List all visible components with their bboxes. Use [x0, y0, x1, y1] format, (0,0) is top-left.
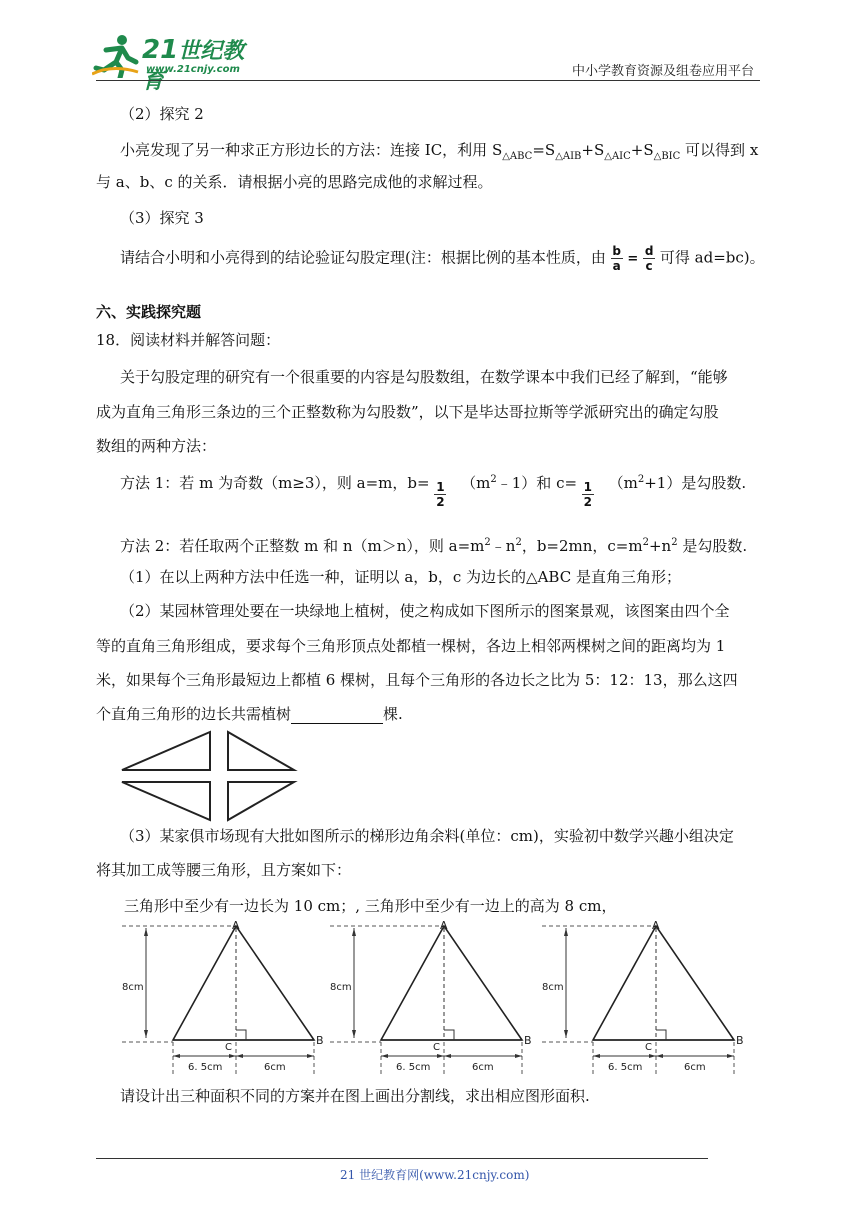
fraction-one-half-2: $\frac{1}{2}$ [583, 479, 592, 509]
answer-blank [291, 709, 383, 724]
q18-method1: 方法 1：若 m 为奇数（m≥3），则 a=m，b= $\frac{1}{2}$ $(m^2﹣1)$和 c= $\frac{1}{2}$ $(m^2+1)$是勾股数. [120, 474, 747, 509]
label-left-base-2: 6. 5cm [396, 1062, 431, 1073]
trapezoid-figure-1 [122, 919, 324, 1074]
label-right-base-1: 6cm [264, 1062, 286, 1073]
fraction-d-over-c: $\frac{d}{c}$ [644, 244, 654, 273]
label-height-1: 8cm [122, 982, 144, 993]
label-right-base-3: 6cm [684, 1062, 706, 1073]
q18-question2-line1: （2）某园林管理处要在一块绿地上植树，使之构成如下图所示的图案景观，该图案由四个全 [120, 602, 730, 620]
q18-question2-line2: 等的直角三角形组成，要求每个三角形顶点处都植一棵树，各边上相邻两棵树之间的距离均为 1 [96, 637, 726, 655]
trapezoid-figure-3 [542, 919, 744, 1074]
label-a-3: A [652, 919, 660, 932]
label-c-3: C [645, 1042, 652, 1053]
label-height-3: 8cm [542, 982, 564, 993]
label-a-1: A [232, 919, 240, 932]
label-height-2: 8cm [330, 982, 352, 993]
header-platform-text: 中小学教育资源及组卷应用平台 [572, 64, 755, 79]
label-left-base-1: 6. 5cm [188, 1062, 223, 1073]
label-right-base-2: 6cm [472, 1062, 494, 1073]
header-logo [92, 34, 262, 94]
logo-number: 21 [142, 35, 179, 65]
footer-divider [96, 1158, 708, 1159]
trapezoid-figures [118, 918, 750, 1078]
logo-url: www.21cnjy.com [146, 64, 240, 75]
runner-logo-icon [92, 34, 140, 78]
explore3-line: 请结合小明和小亮得到的结论验证勾股定理(注：根据比例的基本性质，由 $\frac{b}{a}$ = $\frac{d}{c}$ 可得 ad=bc)。 [120, 244, 765, 273]
q18-question3-line2: 将其加工成等腰三角形，且方案如下： [96, 861, 352, 879]
label-left-base-3: 6. 5cm [608, 1062, 643, 1073]
explore2-line1: 小亮发现了另一种求正方形边长的方法：连接 IC，利用 $S_{\triangle ABC}=S_{\triangle AIB}+S_{\triangle AIC}+S_{\triangle BIC}$ 可以得到 x [120, 141, 759, 162]
q18-intro: 18．阅读材料并解答问题： [96, 331, 281, 349]
triangle-top-right [228, 732, 294, 770]
label-c-1: C [225, 1042, 232, 1053]
trapezoid-figure-2 [330, 919, 532, 1074]
q18-para1-line1: 关于勾股定理的研究有一个很重要的内容是勾股数组，在数学课本中我们已经了解到，“能够 [120, 368, 728, 386]
q18-para1-line3: 数组的两种方法： [96, 437, 217, 455]
label-b-2: B [524, 1034, 532, 1047]
label-b-3: B [736, 1034, 744, 1047]
q18-question2-line3: 米，如果每个三角形最短边上都植 6 棵树，且每个三角形的各边长之比为 5：12：13，那么这四 [96, 671, 738, 689]
four-triangles-figure [118, 730, 298, 822]
q18-question2-line4: 个直角三角形的边长共需植树 棵. [96, 705, 403, 723]
label-b-1: B [316, 1034, 324, 1047]
triangle-top-left [122, 732, 210, 770]
header-divider [96, 80, 760, 81]
section-title: 六、实践探究题 [96, 303, 202, 321]
q18-question1: （1）在以上两种方法中任选一种，证明以 a，b，c 为边长的△ABC 是直角三角形； [120, 568, 681, 586]
q18-method2: 方法 2：若任取两个正整数 m 和 n（m＞n），则 $a=m^2﹣n^2$，b=2mn，$c=m^2+n^2$ 是勾股数. [120, 537, 748, 555]
explore3-label: （3）探究 3 [120, 209, 204, 227]
footer-text: 21 世纪教育网(www.21cnjy.com) [340, 1168, 530, 1182]
q18-question3-line3: 三角形中至少有一边长为 10 cm；, 三角形中至少有一边上的高为 8 cm， [124, 897, 617, 915]
explore2-label: （2）探究 2 [120, 105, 204, 123]
q18-question3-line4: 请设计出三种面积不同的方案并在图上画出分割线，求出相应图形面积. [120, 1087, 590, 1105]
label-a-2: A [440, 919, 448, 932]
q18-question3-line1: （3）某家俱市场现有大批如图所示的梯形边角余料(单位：cm)，实验初中数学兴趣小组决定 [120, 827, 734, 845]
fraction-one-half: $\frac{1}{2}$ [436, 479, 445, 509]
label-c-2: C [433, 1042, 440, 1053]
triangle-bottom-left [122, 782, 210, 820]
logo-chinese: 世纪教育 [142, 39, 245, 94]
fraction-b-over-a: $\frac{b}{a}$ [612, 244, 621, 273]
triangle-bottom-right [228, 782, 294, 820]
explore2-line2: 与 a、b、c 的关系．请根据小亮的思路完成他的求解过程。 [96, 173, 493, 191]
q18-para1-line2: 成为直角三角形三条边的三个正整数称为勾股数”，以下是毕达哥拉斯等学派研究出的确定勾股 [96, 403, 719, 421]
